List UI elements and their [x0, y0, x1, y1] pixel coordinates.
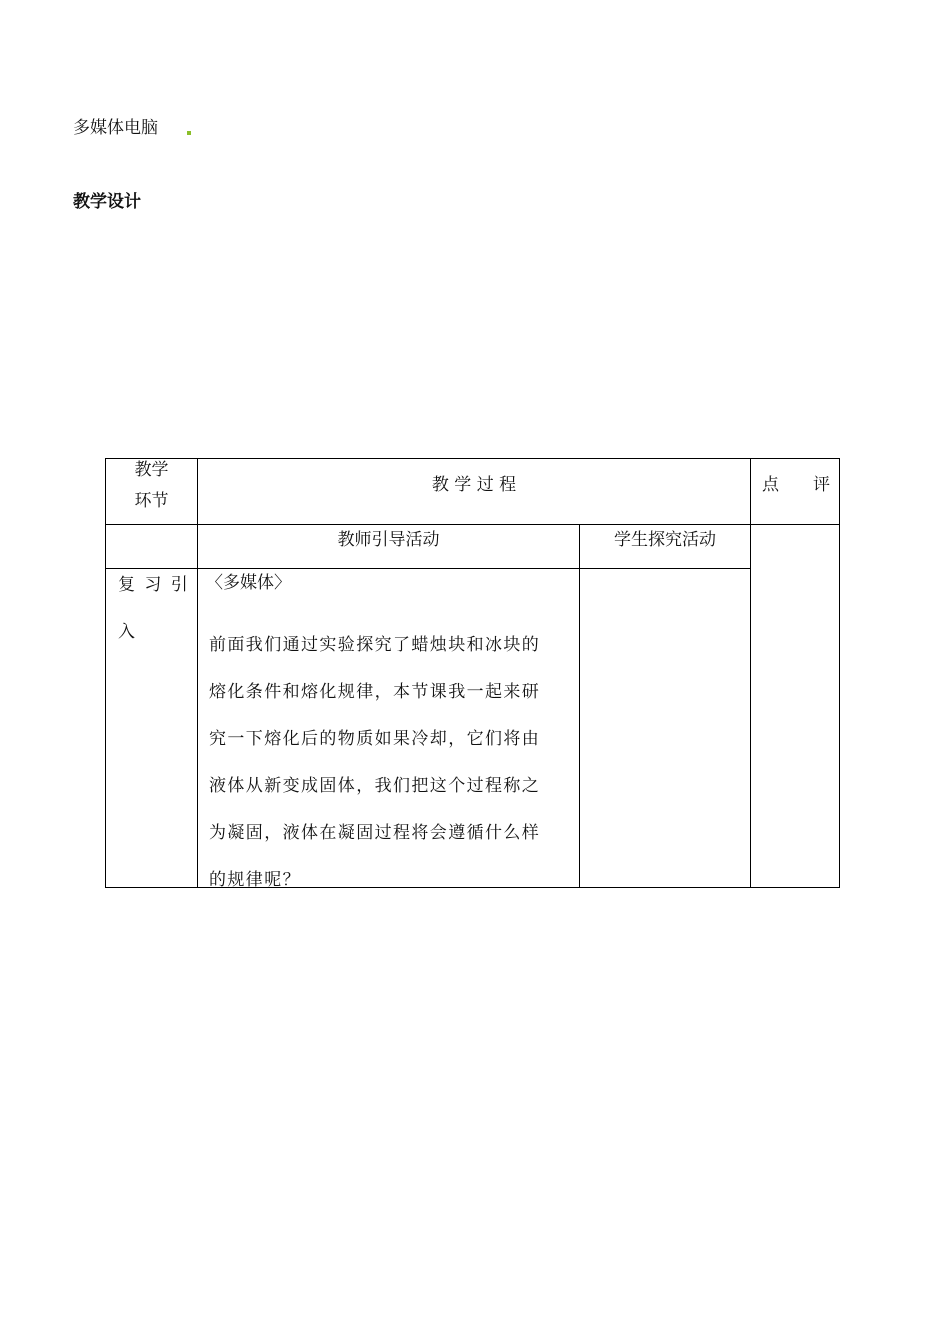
row-media-tag: 〈多媒体〉 [206, 573, 291, 593]
equipment-line: 多媒体电脑 [73, 118, 158, 138]
divider-v-student [579, 524, 580, 887]
teacher-text-line: 究一下熔化后的物质如果冷却，它们将由 [209, 729, 541, 749]
lesson-table [105, 458, 840, 888]
divider-h-subheader [106, 568, 750, 569]
teacher-text-line: 为凝固，液体在凝固过程将会遵循什么样 [209, 823, 541, 843]
bullet-mark [187, 131, 191, 135]
teacher-activity-text [209, 622, 579, 904]
header-process: 教 学 过 程 [431, 475, 517, 495]
row-stage-line1: 复 习 引 [118, 575, 190, 595]
teacher-text-line: 前面我们通过实验探究了蜡烛块和冰块的 [209, 635, 541, 655]
teacher-text-line: 熔化条件和熔化规律，本节课我一起来研 [209, 682, 541, 702]
divider-h-header [106, 524, 839, 525]
header-stage-line1: 教学 [134, 460, 169, 480]
subheader-student: 学生探究活动 [614, 530, 716, 550]
subheader-teacher: 教师引导活动 [337, 530, 440, 550]
section-title: 教学设计 [73, 192, 141, 212]
header-comment: 点 评 [762, 475, 830, 495]
header-stage-line2: 环节 [134, 491, 169, 511]
teacher-text-line: 液体从新变成固体，我们把这个过程称之 [209, 776, 541, 796]
row-stage-line2: 入 [118, 622, 135, 642]
teacher-text-line: 的规律呢？ [209, 870, 301, 890]
